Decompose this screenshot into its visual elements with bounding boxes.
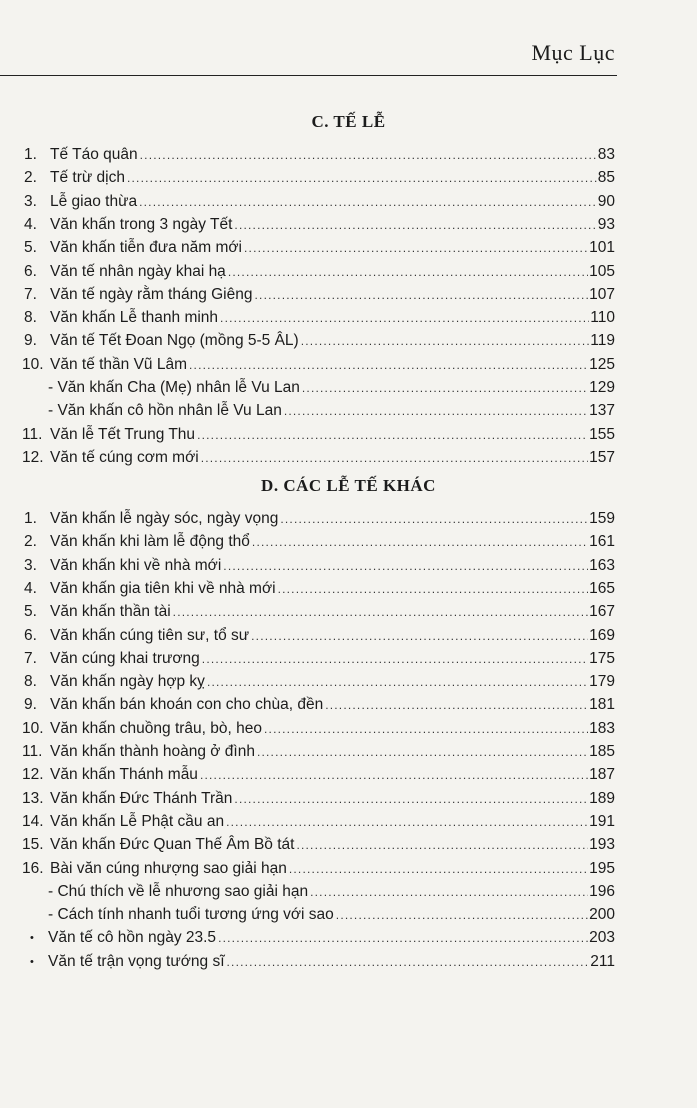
toc-entry-title: Văn tế ngày rằm tháng Giêng [50,285,253,303]
toc-entry[interactable] [0,423,697,447]
toc-entry[interactable] [0,880,697,904]
toc-entry[interactable] [0,857,697,881]
toc-entry[interactable] [0,717,697,741]
toc-entry-title: Văn khấn Đức Quan Thế Âm Bồ tát [50,836,295,854]
toc-entry-page: 157 [589,448,615,466]
dot-leader [302,376,588,400]
toc-entry-number: 2. [24,533,37,551]
toc-entry-number: 15. [22,836,44,854]
dot-leader [278,577,589,601]
toc-entry-title: Văn khấn ngày hợp kỵ [50,673,205,691]
toc-entry-number: 12. [22,448,44,466]
toc-entry-title: Văn khấn trong 3 ngày Tết [50,215,233,233]
toc-entry-number: 8. [24,309,37,327]
toc-entry-page: 107 [589,285,615,303]
toc-entry-title: Văn khấn Lễ thanh minh [50,309,219,327]
toc-entry[interactable] [0,190,697,214]
dot-leader [296,833,588,857]
toc-entry-number: 13. [22,789,44,807]
toc-entry-number: 5. [24,603,37,621]
dot-leader [234,787,588,811]
toc-entry-title: Văn khấn Lễ Phật cầu an [50,812,225,830]
toc-entry-page: 161 [589,533,615,551]
dot-leader [227,950,590,974]
toc-entry[interactable] [0,600,697,624]
toc-entry-number: 7. [24,285,37,303]
toc-entry-page: 195 [589,859,615,877]
toc-entry-number: 12. [22,766,44,784]
header-rule [0,75,617,76]
toc-entry[interactable] [0,213,697,237]
dot-leader [197,423,588,447]
toc-entry-number: 3. [24,192,37,210]
toc-entry-title: Văn khấn Đức Thánh Trần [50,789,233,807]
toc-entry-page: 167 [589,603,615,621]
toc-entry-number: 11. [22,425,43,443]
dot-leader [244,236,588,260]
dot-leader [257,740,588,764]
dot-leader [228,260,588,284]
toc-entry-page: 85 [597,169,615,187]
dot-leader [325,693,588,717]
toc-entry-number: 1. [24,146,37,163]
dot-leader [218,926,588,950]
toc-entry[interactable] [0,329,697,353]
dot-leader [226,810,588,834]
toc-entry[interactable] [0,143,697,167]
toc-entry[interactable] [0,283,697,307]
toc-entry-page: 105 [589,262,615,280]
toc-entry-title: Tế trừ dịch [50,169,125,187]
toc-entry-page: 211 [590,952,615,970]
dot-leader [284,399,588,423]
toc-entry-number: 11. [22,743,43,760]
toc-entry-page: 191 [589,812,615,830]
toc-entry[interactable] [0,903,697,927]
toc-entry[interactable] [0,624,697,648]
toc-entry-title: Văn khấn lễ ngày sóc, ngày vọng [50,510,279,527]
toc-entry[interactable] [0,353,697,377]
dot-leader [264,717,588,741]
toc-entry-page: 163 [589,556,615,574]
toc-entry-page: 169 [589,626,615,644]
dot-leader [336,903,588,927]
toc-entry-page: 196 [589,882,615,900]
dot-leader [255,283,589,307]
toc-entry-number: 14. [22,812,44,830]
toc-entry-number: 8. [24,673,37,691]
toc-entry-number: 2. [24,169,37,187]
toc-entry-page: 187 [589,766,615,784]
toc-entry-page: 155 [589,425,615,443]
dot-leader [173,600,588,624]
toc-entry-page: 137 [589,402,615,420]
toc-entry-number: 1. [24,510,37,527]
toc-entry-title: Văn tế Tết Đoan Ngọ (mồng 5-5 ÂL) [50,332,299,350]
toc-entry-title: Bài văn cúng nhượng sao giải hạn [50,859,287,877]
toc-entry-title: Văn tế cúng cơm mới [50,448,199,466]
dot-leader [223,554,588,578]
toc-entry-page: 165 [589,579,615,597]
toc-entry-title: Văn tế cô hồn ngày 23.5 [48,929,217,947]
toc-entry[interactable] [0,236,697,260]
bullet-icon: • [30,932,34,945]
dot-leader [202,647,588,671]
section-title: C. TẾ LỄ [311,112,386,131]
toc-entry-title: Văn khấn cúng tiên sư, tổ sư [50,626,250,644]
dot-leader [189,353,588,377]
toc-entry-title: Văn khấn tiễn đưa năm mới [50,239,243,257]
toc-entry[interactable] [0,763,697,787]
toc-entry-page: 200 [589,906,615,924]
toc-entry[interactable] [0,554,697,578]
toc-entry-title: Văn khấn khi về nhà mới [50,556,222,574]
toc-entry-title: Văn tế nhân ngày khai hạ [50,262,226,280]
page-header-title: Mục Lục [531,40,615,65]
toc-entry[interactable] [0,950,697,974]
toc-entry-title: - Cách tính nhanh tuổi tương ứng với sao [48,906,334,924]
dot-leader [251,624,588,648]
dot-leader [234,213,596,237]
toc-entry[interactable] [0,446,697,470]
toc-entry-title: Văn lễ Tết Trung Thu [50,425,196,443]
dot-leader [280,507,588,531]
toc-entry[interactable] [0,693,697,717]
toc-entry[interactable] [0,507,697,531]
toc-entry-title: Văn khấn Thánh mẫu [50,766,198,784]
dot-leader [220,306,589,330]
toc-entry[interactable] [0,810,697,834]
toc-entry-page: 203 [589,929,615,947]
toc-entry-title: Văn cúng khai trương [50,649,200,667]
toc-entry-title: Lễ giao thừa [50,192,138,210]
toc-entry-number: 3. [24,556,37,574]
toc-entry-page: 175 [589,649,615,667]
toc-entry-number: 4. [24,215,37,233]
section-title: D. CÁC LỄ TẾ KHÁC [261,476,436,495]
toc-entry-page: 90 [597,192,615,210]
toc-entry-page: 183 [589,719,615,737]
toc-entry[interactable] [0,647,697,671]
toc-entry-title: Văn khấn chuồng trâu, bò, heo [50,719,262,737]
toc-entry-page: 129 [589,379,615,396]
dot-leader [127,166,597,190]
dot-leader [289,857,588,881]
toc-entry-title: Văn tế trận vọng tướng sĩ [48,952,225,970]
toc-entry-page: 189 [589,789,615,807]
toc-entry[interactable] [0,833,697,857]
toc-entry-title: Tế Táo quân [50,146,138,163]
toc-entry-number: 6. [24,262,37,280]
toc-entry-page: 193 [589,836,615,854]
toc-entry-title: - Văn khấn Cha (Mẹ) nhân lễ Vu Lan [48,379,300,396]
dot-leader [140,143,597,167]
toc-entry-number: 9. [24,332,37,350]
toc-entry-title: Văn khấn thành hoàng ở đình [50,743,255,760]
toc-entry[interactable] [0,530,697,554]
toc-entry-page: 101 [589,239,615,257]
toc-entry-number: 10. [22,355,44,373]
toc-entry[interactable] [0,166,697,190]
toc-entry-title: Văn khấn khi làm lễ động thổ [50,533,250,551]
toc-entry-page: 159 [589,510,615,527]
toc-entry[interactable] [0,787,697,811]
toc-entry-page: 185 [589,743,615,760]
toc-entry-title: Văn khấn thần tài [50,603,171,621]
toc-entry[interactable] [0,260,697,284]
toc-entry-number: 10. [22,719,44,737]
toc-entry-number: 7. [24,649,37,667]
toc-entry-page: 125 [589,355,615,373]
dot-leader [200,763,588,787]
toc-entry-title: Văn tế thần Vũ Lâm [50,355,188,373]
dot-leader [310,880,588,904]
toc-entry-number: 16. [22,859,44,877]
toc-entry-title: Văn khấn bán khoán con cho chùa, đền [50,696,324,714]
dot-leader [139,190,597,214]
toc-entry-page: 179 [589,673,615,691]
toc-entry-page: 119 [590,332,615,350]
toc-entry[interactable] [0,306,697,330]
toc-entry[interactable] [0,670,697,694]
toc-entry-number: 9. [24,696,37,714]
toc-entry[interactable] [0,926,697,950]
toc-entry[interactable] [0,740,697,764]
toc-entry[interactable] [0,399,697,423]
toc-entry-page: 110 [590,309,615,327]
toc-entry[interactable] [0,577,697,601]
bullet-icon: • [30,955,34,968]
dot-leader [252,530,588,554]
dot-leader [207,670,588,694]
toc-entry[interactable] [0,376,697,400]
toc-entry-title: Văn khấn gia tiên khi về nhà mới [50,579,276,597]
toc-entry-number: 5. [24,239,37,257]
toc-entry-number: 6. [24,626,37,644]
toc-entry-page: 83 [597,146,615,163]
dot-leader [201,446,588,470]
dot-leader [301,329,590,353]
toc-entry-title: - Văn khấn cô hồn nhân lễ Vu Lan [48,402,282,420]
toc-entry-number: 4. [24,579,37,597]
toc-entry-title: - Chú thích về lễ nhương sao giải hạn [48,882,309,900]
toc-entry-page: 181 [589,696,615,714]
toc-entry-page: 93 [597,215,615,233]
